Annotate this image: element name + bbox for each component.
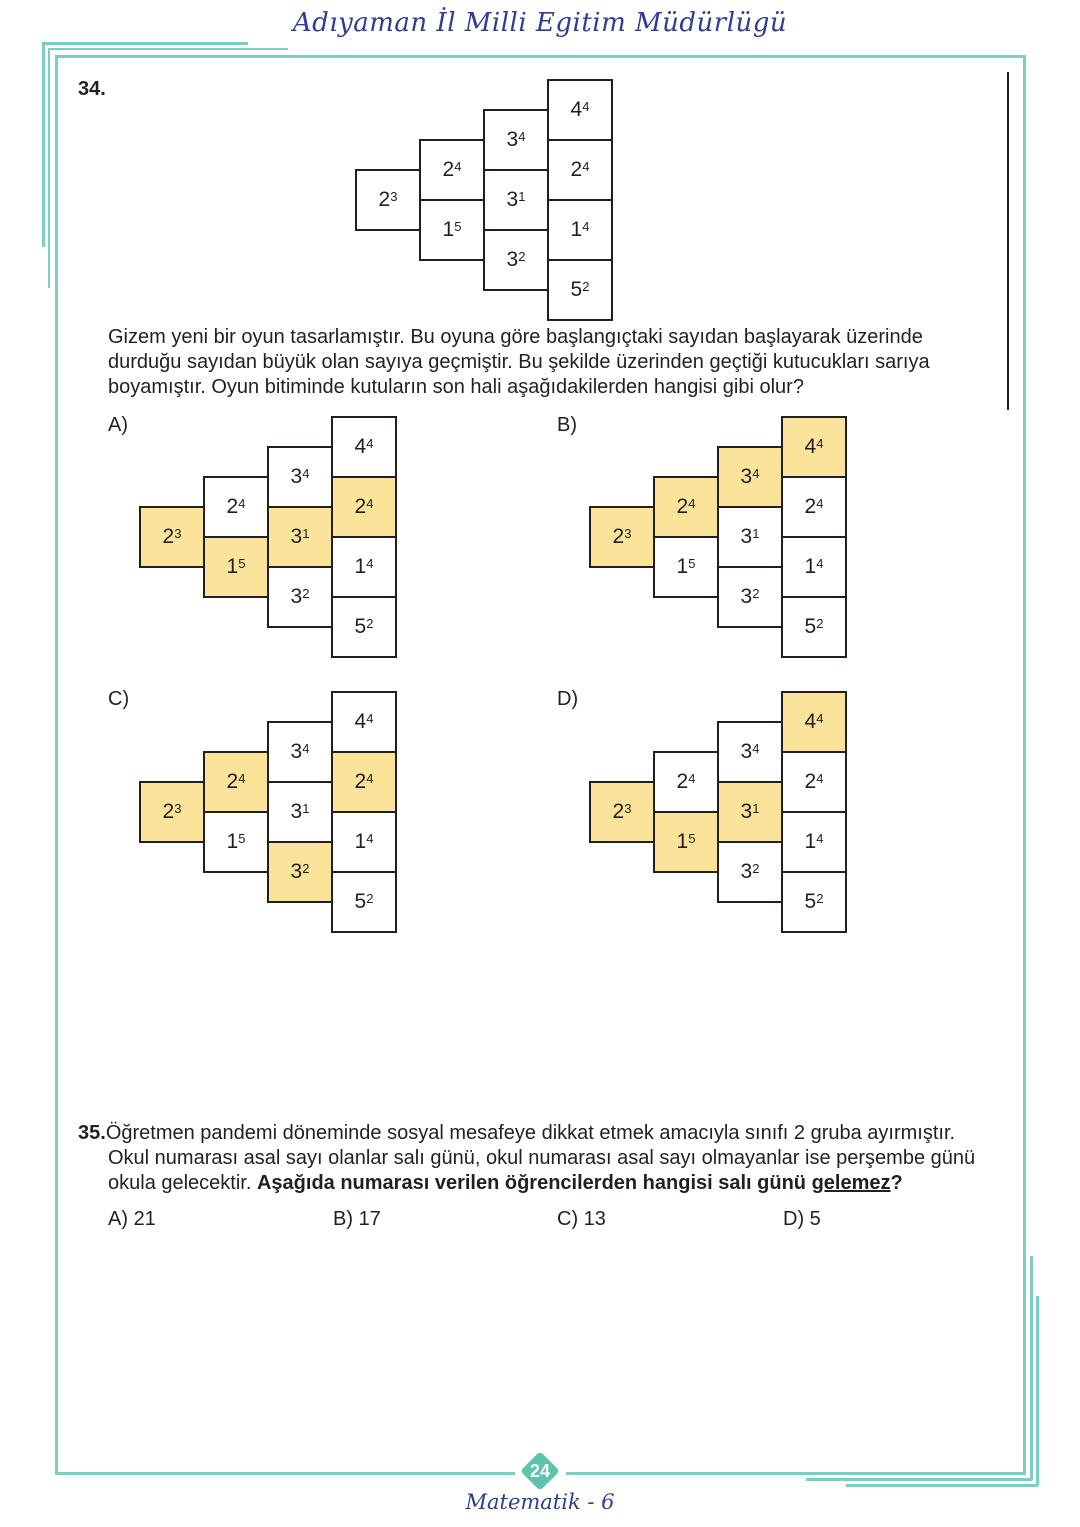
grid-cell: [781, 691, 847, 753]
option-d-grid[interactable]: [590, 692, 850, 937]
grid-cell: [717, 506, 783, 568]
cell-base: 5: [354, 890, 367, 913]
cell-base: 5: [804, 890, 817, 913]
cell-exponent: 4: [518, 128, 526, 144]
grid-cell: [331, 871, 397, 933]
grid-cell: [267, 446, 333, 508]
cell-exponent: 1: [518, 188, 526, 204]
grid-cell: [547, 259, 613, 321]
grid-cell: [203, 476, 269, 538]
cell-exponent: 4: [816, 495, 824, 511]
cell-base: 1: [804, 555, 817, 578]
cell-exponent: 4: [238, 770, 246, 786]
grid-cell: [781, 596, 847, 658]
question-34-text-line: durduğu sayıdan büyük olan sayıya geçmiştir. Bu şekilde üzerinden geçtiği kutucukları sarıya: [108, 351, 930, 373]
option-b-label[interactable]: B): [557, 414, 577, 436]
cell-exponent: 2: [518, 248, 526, 264]
cell-exponent: 4: [366, 495, 374, 511]
question-34-number: 34.: [78, 78, 106, 100]
answer-label: A): [108, 1208, 128, 1230]
grid-cell: [483, 109, 549, 171]
column-divider: [1007, 72, 1009, 410]
cell-base: 3: [740, 525, 753, 548]
grid-cell: [331, 811, 397, 873]
cell-exponent: 3: [174, 800, 182, 816]
grid-cell: [483, 169, 549, 231]
grid-cell: [355, 169, 421, 231]
cell-exponent: 1: [302, 800, 310, 816]
grid-cell: [139, 506, 205, 568]
cell-exponent: 5: [688, 830, 696, 846]
cell-base: 1: [442, 218, 455, 241]
cell-exponent: 4: [582, 218, 590, 234]
footer-subject: Matematik - 6: [465, 1490, 615, 1514]
grid-cell: [717, 721, 783, 783]
option-a-label[interactable]: A): [108, 414, 128, 436]
option-b-grid[interactable]: [590, 417, 850, 662]
grid-cell: [267, 506, 333, 568]
cell-base: 2: [612, 800, 625, 823]
cell-exponent: 4: [816, 435, 824, 451]
cell-base: 2: [226, 770, 239, 793]
answer-value: 17: [358, 1208, 381, 1230]
cell-base: 2: [162, 525, 175, 548]
cell-base: 2: [676, 770, 689, 793]
cell-base: 2: [804, 770, 817, 793]
grid-cell: [589, 781, 655, 843]
cell-base: 3: [740, 740, 753, 763]
cell-base: 5: [804, 615, 817, 638]
cell-base: 3: [290, 525, 303, 548]
cell-exponent: 4: [366, 555, 374, 571]
answer-label: D): [783, 1208, 805, 1230]
answer-label: B): [333, 1208, 353, 1230]
cell-base: 1: [354, 830, 367, 853]
cell-exponent: 2: [816, 890, 824, 906]
cell-base: 2: [676, 495, 689, 518]
cell-base: 3: [506, 128, 519, 151]
cell-base: 2: [442, 158, 455, 181]
answer-c[interactable]: [557, 1208, 606, 1231]
grid-cell: [419, 199, 485, 261]
cell-exponent: 5: [238, 830, 246, 846]
answer-b[interactable]: [333, 1208, 381, 1231]
page-header-title: Adıyaman İl Milli Egitim Müdürlügü: [292, 8, 788, 38]
cell-base: 2: [378, 188, 391, 211]
grid-cell: [547, 139, 613, 201]
cell-exponent: 1: [752, 525, 760, 541]
question-35: [78, 1121, 1018, 1196]
answer-value: 13: [583, 1208, 606, 1230]
cell-exponent: 1: [752, 800, 760, 816]
cell-exponent: 4: [582, 98, 590, 114]
cell-exponent: 2: [366, 615, 374, 631]
cell-exponent: 4: [454, 158, 462, 174]
cell-base: 4: [354, 710, 367, 733]
answer-label: C): [557, 1208, 579, 1230]
grid-cell: [547, 79, 613, 141]
grid-cell: [781, 416, 847, 478]
answer-a[interactable]: [108, 1208, 156, 1231]
cell-exponent: 4: [816, 710, 824, 726]
cell-base: 1: [354, 555, 367, 578]
cell-exponent: 4: [752, 740, 760, 756]
cell-base: 3: [290, 740, 303, 763]
cell-exponent: 4: [752, 465, 760, 481]
cell-exponent: 4: [366, 770, 374, 786]
cell-exponent: 3: [624, 800, 632, 816]
cell-base: 4: [804, 435, 817, 458]
grid-cell: [331, 416, 397, 478]
question-35-question-mark: ?: [890, 1172, 903, 1194]
cell-base: 3: [740, 465, 753, 488]
question-35-line: okula gelecektir.: [108, 1172, 252, 1194]
cell-exponent: 4: [302, 465, 310, 481]
page-number: 24: [529, 1460, 551, 1481]
question-35-line: Öğretmen pandemi döneminde sosyal mesafeye dikkat etmek amacıyla sınıfı 2 gruba ayırmıştır.: [105, 1122, 956, 1144]
cell-exponent: 2: [582, 278, 590, 294]
cell-base: 3: [506, 248, 519, 271]
cell-base: 5: [570, 278, 583, 301]
cell-exponent: 4: [366, 710, 374, 726]
grid-cell: [139, 781, 205, 843]
question-35-line: Okul numarası asal sayı olanlar salı günü, okul numarası asal sayı olmayanlar ise perşembe günü: [108, 1147, 976, 1169]
question-34-text-line: Gizem yeni bir oyun tasarlamıştır. Bu oyuna göre başlangıçtaki sayıdan başlayarak üzerinde: [108, 326, 923, 348]
cell-base: 2: [226, 495, 239, 518]
cell-exponent: 2: [302, 585, 310, 601]
question-34-grid: [356, 80, 616, 325]
cell-base: 4: [804, 710, 817, 733]
option-d-label[interactable]: D): [557, 688, 579, 710]
question-34-text: [108, 325, 930, 400]
cell-exponent: 1: [302, 525, 310, 541]
cell-exponent: 4: [688, 495, 696, 511]
cell-exponent: 3: [174, 525, 182, 541]
option-c-grid[interactable]: [140, 692, 400, 937]
grid-cell: [717, 446, 783, 508]
grid-cell: [267, 841, 333, 903]
question-35-number: 35.: [78, 1122, 106, 1144]
cell-base: 5: [354, 615, 367, 638]
cell-exponent: 5: [688, 555, 696, 571]
cell-base: 4: [354, 435, 367, 458]
cell-exponent: 2: [302, 860, 310, 876]
grid-cell: [419, 139, 485, 201]
cell-base: 2: [354, 495, 367, 518]
cell-base: 3: [740, 800, 753, 823]
cell-base: 3: [740, 860, 753, 883]
cell-base: 3: [740, 585, 753, 608]
cell-exponent: 4: [816, 555, 824, 571]
answer-d[interactable]: [783, 1208, 821, 1231]
cell-base: 1: [570, 218, 583, 241]
grid-cell: [331, 751, 397, 813]
grid-cell: [331, 596, 397, 658]
cell-exponent: 4: [816, 830, 824, 846]
cell-exponent: 4: [816, 770, 824, 786]
grid-cell: [781, 751, 847, 813]
grid-cell: [331, 691, 397, 753]
question-35-bold-prompt: Aşağıda numarası verilen öğrencilerden hangisi salı günü: [256, 1172, 807, 1194]
grid-cell: [781, 536, 847, 598]
answer-value: 5: [809, 1208, 821, 1230]
grid-cell: [331, 476, 397, 538]
cell-base: 3: [290, 585, 303, 608]
cell-base: 1: [804, 830, 817, 853]
cell-exponent: 4: [302, 740, 310, 756]
grid-cell: [781, 476, 847, 538]
grid-cell: [267, 566, 333, 628]
cell-exponent: 5: [454, 218, 462, 234]
grid-cell: [203, 811, 269, 873]
question-35-underlined-word: gelemez: [811, 1172, 891, 1194]
cell-exponent: 2: [366, 890, 374, 906]
cell-base: 2: [570, 158, 583, 181]
cell-base: 1: [676, 555, 689, 578]
cell-base: 1: [226, 830, 239, 853]
grid-cell: [781, 871, 847, 933]
grid-cell: [717, 566, 783, 628]
grid-cell: [717, 781, 783, 843]
cell-exponent: 2: [816, 615, 824, 631]
cell-base: 3: [290, 800, 303, 823]
answer-value: 21: [133, 1208, 156, 1230]
cell-base: 1: [676, 830, 689, 853]
cell-base: 3: [290, 465, 303, 488]
option-a-grid[interactable]: [140, 417, 400, 662]
cell-base: 2: [354, 770, 367, 793]
cell-base: 1: [226, 555, 239, 578]
cell-exponent: 2: [752, 860, 760, 876]
grid-cell: [267, 781, 333, 843]
grid-cell: [653, 536, 719, 598]
cell-base: 2: [804, 495, 817, 518]
grid-cell: [547, 199, 613, 261]
cell-base: 2: [612, 525, 625, 548]
cell-exponent: 4: [238, 495, 246, 511]
cell-exponent: 5: [238, 555, 246, 571]
page-number-badge: [520, 1451, 560, 1491]
grid-cell: [203, 536, 269, 598]
grid-cell: [717, 841, 783, 903]
cell-exponent: 2: [752, 585, 760, 601]
cell-exponent: 4: [366, 830, 374, 846]
grid-cell: [653, 811, 719, 873]
cell-exponent: 3: [390, 188, 398, 204]
question-34-text-line: boyamıştır. Oyun bitiminde kutuların son hali aşağıdakilerden hangisi gibi olur?: [108, 376, 804, 398]
cell-exponent: 3: [624, 525, 632, 541]
grid-cell: [589, 506, 655, 568]
cell-exponent: 4: [688, 770, 696, 786]
grid-cell: [781, 811, 847, 873]
cell-base: 4: [570, 98, 583, 121]
option-c-label[interactable]: C): [108, 688, 130, 710]
cell-exponent: 4: [582, 158, 590, 174]
grid-cell: [483, 229, 549, 291]
cell-base: 3: [290, 860, 303, 883]
cell-base: 2: [162, 800, 175, 823]
cell-base: 3: [506, 188, 519, 211]
cell-exponent: 4: [366, 435, 374, 451]
grid-cell: [203, 751, 269, 813]
grid-cell: [653, 476, 719, 538]
grid-cell: [267, 721, 333, 783]
grid-cell: [331, 536, 397, 598]
grid-cell: [653, 751, 719, 813]
